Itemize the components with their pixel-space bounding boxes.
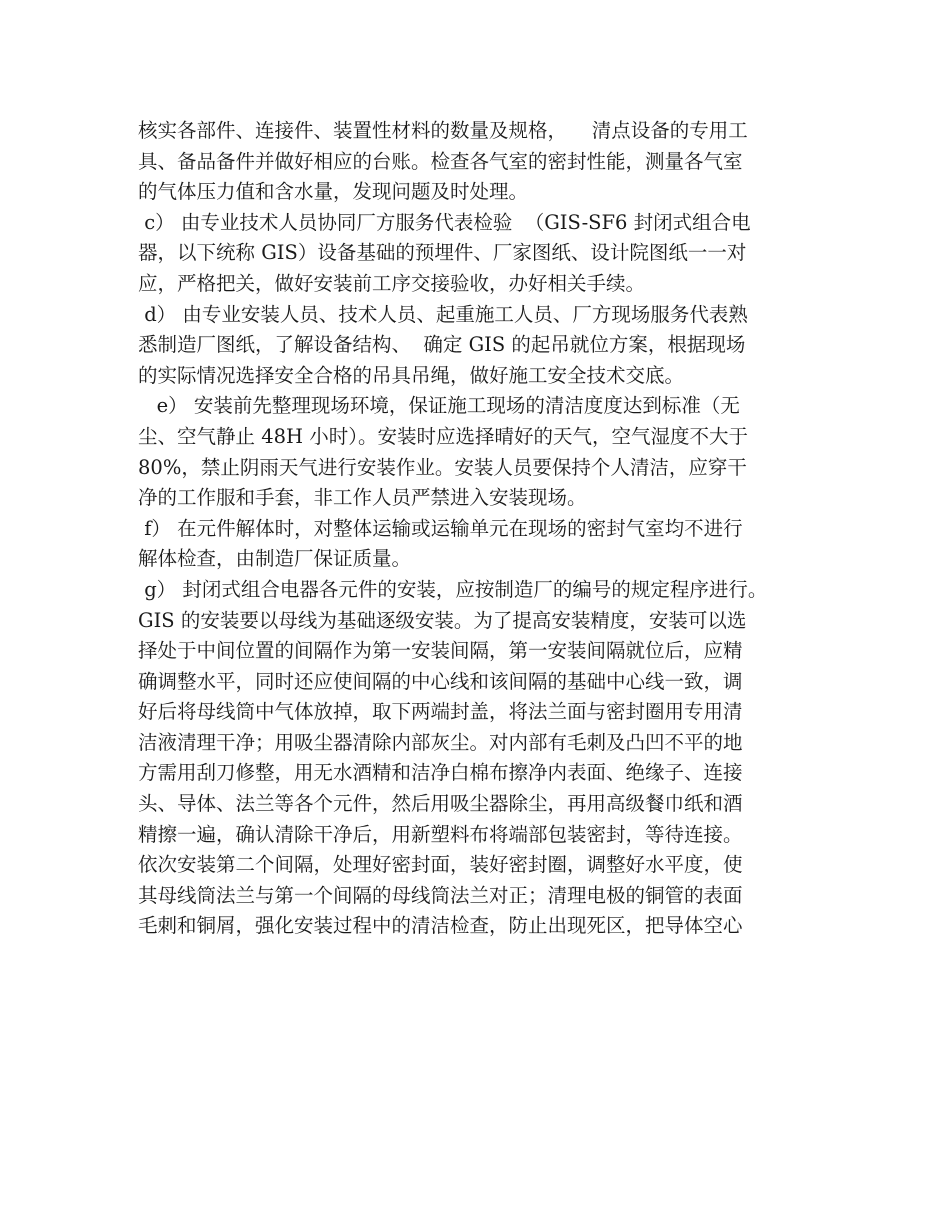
text-line: 洁液清理干净；用吸尘器清除内部灰尘。对内部有毛刺及凸凹不平的地	[138, 730, 743, 754]
text-line: e） 安装前先整理现场环境，保证施工现场的清洁度度达到标准（无	[138, 394, 740, 418]
text-line: 悉制造厂图纸，了解设备结构、 确定 GIS 的起吊就位方案，根据现场	[138, 333, 746, 357]
text-line: 精擦一遍，确认清除干净后，用新塑料布将端部包装密封，等待连接。	[138, 822, 743, 846]
text-line: 具、备品备件并做好相应的台账。检查各气室的密封性能，测量各气室	[138, 149, 743, 173]
text-line: d） 由专业安装人员、技术人员、起重施工人员、厂方现场服务代表熟	[138, 302, 748, 326]
text-line: f） 在元件解体时，对整体运输或运输单元在现场的密封气室均不进行	[138, 516, 743, 540]
text-line: 器，以下统称 GIS）设备基础的预埋件、厂家图纸、设计院图纸一一对	[138, 241, 747, 265]
text-line: 的实际情况选择安全合格的吊具吊绳，做好施工安全技术交底。	[138, 363, 685, 387]
text-line: 方需用刮刀修整，用无水酒精和洁净白棉布擦净内表面、绝缘子、连接	[138, 761, 743, 785]
text-line: 80%，禁止阴雨天气进行安装作业。安装人员要保持个人清洁，应穿干	[138, 455, 747, 479]
text-line: GIS 的安装要以母线为基础逐级安装。为了提高安装精度，安装可以选	[138, 608, 747, 632]
text-line: 好后将母线筒中气体放掉，取下两端封盖，将法兰面与密封圈用专用清	[138, 700, 743, 724]
text-line: 毛刺和铜屑，强化安装过程中的清洁检查，防止出现死区，把导体空心	[138, 914, 743, 938]
text-line: g） 封闭式组合电器各元件的安装，应按制造厂的编号的规定程序进行。	[138, 577, 768, 601]
text-line: 尘、空气静止 48H 小时）。安装时应选择晴好的天气，空气湿度不大于	[138, 424, 748, 448]
text-line: 净的工作服和手套，非工作人员严禁进入安装现场。	[138, 486, 587, 510]
text-line: 应，严格把关，做好安装前工序交接验收，办好相关手续。	[138, 271, 646, 295]
text-line: 依次安装第二个间隔，处理好密封面，装好密封圈，调整好水平度，使	[138, 853, 743, 877]
text-line: 核实各部件、连接件、装置性材料的数量及规格， 清点设备的专用工	[138, 119, 748, 142]
text-line: 确调整水平，同时还应使间隔的中心线和该间隔的基础中心线一致，调	[138, 669, 743, 693]
text-line: c） 由专业技术人员协同厂方服务代表检验 （GIS-SF6 封闭式组合电	[138, 210, 751, 234]
text-line: 其母线筒法兰与第一个间隔的母线筒法兰对正；清理电极的铜管的表面	[138, 883, 743, 907]
text-line: 解体检查，由制造厂保证质量。	[138, 547, 412, 571]
text-line: 择处于中间位置的间隔作为第一安装间隔，第一安装间隔就位后，应精	[138, 639, 743, 663]
document-body	[138, 116, 828, 942]
text-line: 的气体压力值和含水量，发现问题及时处理。	[138, 180, 529, 204]
text-line: 头、导体、法兰等各个元件，然后用吸尘器除尘，再用高级餐巾纸和酒	[138, 792, 743, 816]
